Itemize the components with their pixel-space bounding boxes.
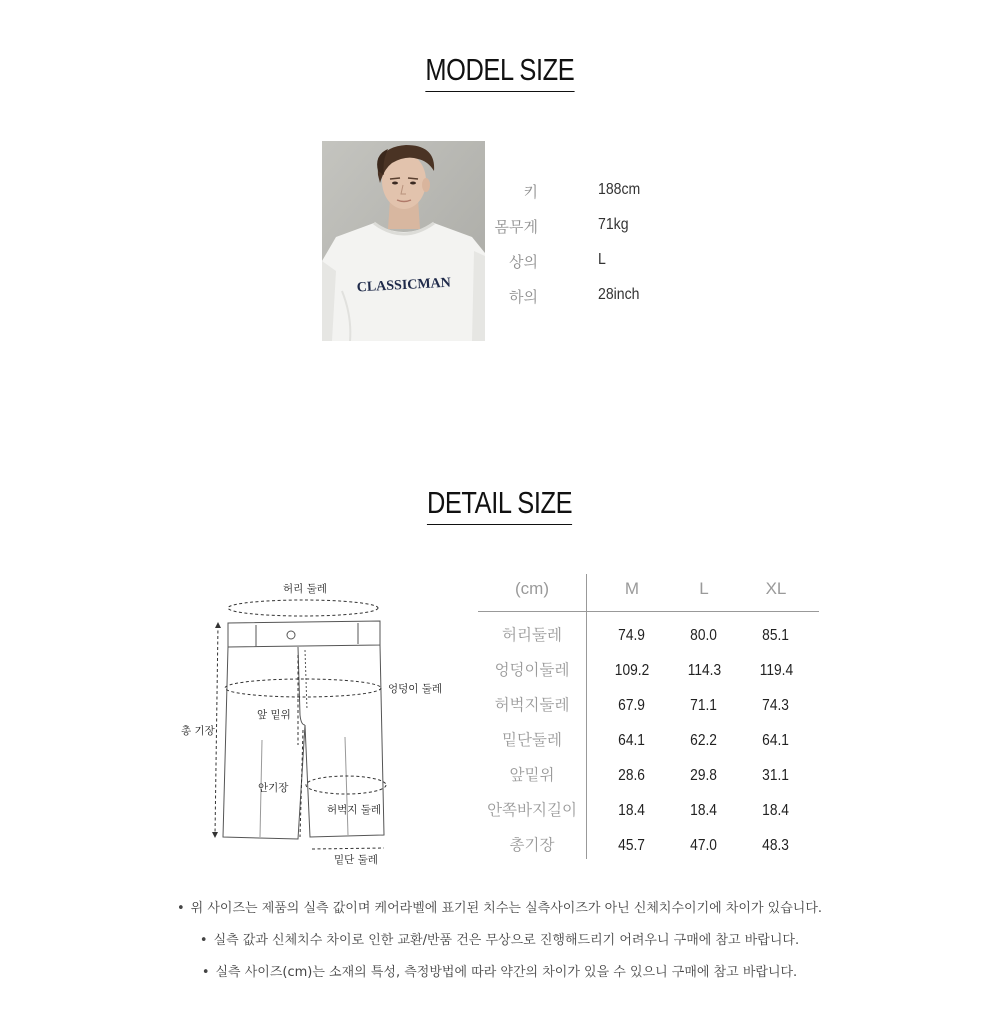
note-line — [0, 961, 999, 980]
model-info-value: L — [598, 251, 606, 268]
size-table-row — [478, 793, 819, 828]
size-table — [478, 574, 819, 863]
shirt-print-text: CLASSICMAN — [356, 275, 452, 296]
measurement-value-text: 18.4 — [618, 802, 646, 819]
measurement-value-text: 18.4 — [690, 802, 718, 819]
measurement-value — [596, 618, 668, 653]
measurement-value — [740, 758, 812, 793]
note-bullet: • — [201, 965, 210, 980]
detail-size-title-text: DETAIL SIZE — [427, 487, 572, 525]
model-info-label: 키 — [523, 183, 538, 201]
measurement-value — [596, 653, 668, 688]
size-header-l: L — [699, 579, 709, 598]
note-text: 실측 값과 신체치수 차이로 인한 교환/반품 건은 무상으로 진행해드리기 어려우니 구매에 참고 바랍니다. — [213, 933, 800, 948]
measurement-value-text: 62.2 — [690, 732, 718, 749]
size-table-row — [478, 688, 819, 723]
measurement-value-text: 31.1 — [762, 767, 790, 784]
measurement-label: 앞밑위 — [509, 766, 555, 784]
measurement-value-text: 67.9 — [618, 697, 646, 714]
model-info-label: 상의 — [509, 253, 538, 271]
measurement-value-text: 109.2 — [614, 662, 650, 679]
measurement-value-text: 48.3 — [762, 837, 790, 854]
measurement-value — [668, 618, 740, 653]
measurement-label: 안쪽바지길이 — [487, 801, 577, 819]
measurement-value-text: 28.6 — [618, 767, 646, 784]
model-info-row-height — [470, 181, 770, 211]
measurement-value-text: 64.1 — [618, 732, 646, 749]
size-table-row — [478, 828, 819, 863]
measurement-value — [740, 653, 812, 688]
measurement-value-text: 74.9 — [618, 627, 646, 644]
measurement-value-text: 18.4 — [762, 802, 790, 819]
hem-diagram-label: 밑단 둘레 — [334, 854, 378, 866]
size-table-row — [478, 723, 819, 758]
model-size-title-text: MODEL SIZE — [425, 54, 574, 92]
measurement-value — [596, 688, 668, 723]
measurement-value-text: 119.4 — [759, 662, 793, 679]
waist-diagram-label: 허리 둘레 — [283, 583, 327, 595]
measurement-value-text: 45.7 — [618, 837, 646, 854]
model-info-label: 몸무게 — [494, 218, 538, 236]
measurement-value-text: 47.0 — [690, 837, 718, 854]
measurement-value-text: 64.1 — [762, 732, 790, 749]
measurement-value — [668, 688, 740, 723]
model-info-value: 71kg — [598, 216, 629, 233]
measurement-value-text: 85.1 — [762, 627, 790, 644]
total-length-diagram-label: 총 기장 — [181, 725, 215, 737]
measurement-value-text: 80.0 — [690, 627, 718, 644]
size-table-row — [478, 758, 819, 793]
measurement-value — [596, 828, 668, 863]
measurement-value — [668, 793, 740, 828]
measurement-value-text: 74.3 — [762, 697, 790, 714]
note-line — [0, 897, 999, 916]
front-rise-diagram-label: 앞 밑위 — [257, 709, 291, 721]
model-info-row-bottom — [470, 286, 770, 316]
model-info-value: 28inch — [598, 286, 640, 303]
measurement-value — [740, 828, 812, 863]
measurement-label: 엉덩이둘레 — [494, 661, 570, 679]
note-text: 위 사이즈는 제품의 실측 값이며 케어라벨에 표기된 치수는 실측사이즈가 아닌 신체치수이기에 차이가 있습니다. — [190, 901, 823, 916]
model-photo — [322, 141, 485, 341]
model-info-row-weight — [470, 216, 770, 246]
measurement-value — [668, 758, 740, 793]
size-table-body — [478, 618, 819, 863]
note-bullet: • — [176, 901, 185, 916]
detail-size-title — [0, 487, 999, 525]
model-info-label: 하의 — [509, 288, 538, 306]
note-line — [0, 929, 999, 948]
note-bullet: • — [199, 933, 208, 948]
measurement-value — [596, 758, 668, 793]
measurement-value — [740, 723, 812, 758]
measurement-value-text: 114.3 — [687, 662, 721, 679]
measurement-value — [596, 723, 668, 758]
size-table-header — [478, 574, 819, 612]
hip-diagram-label: 엉덩이 둘레 — [388, 683, 443, 695]
model-size-title — [0, 54, 999, 92]
inseam-diagram-label: 안기장 — [258, 782, 289, 794]
size-table-row — [478, 653, 819, 688]
size-table-row — [478, 618, 819, 653]
shorts-diagram-svg — [170, 575, 460, 875]
model-photo-illustration — [322, 141, 485, 341]
unit-header: (cm) — [515, 579, 549, 598]
measurement-label: 허벅지둘레 — [494, 696, 570, 714]
measurement-value — [668, 653, 740, 688]
measurement-label: 총기장 — [509, 836, 555, 854]
size-header-xl: XL — [765, 579, 787, 598]
note-text: 실측 사이즈(cm)는 소재의 특성, 측정방법에 따라 약간의 차이가 있을 수 있으니 구매에 참고 바랍니다. — [215, 965, 798, 980]
measurement-value-text: 29.8 — [690, 767, 718, 784]
measurement-value — [740, 793, 812, 828]
measurement-label: 밑단둘레 — [502, 731, 562, 749]
thigh-diagram-label: 허벅지 둘레 — [327, 804, 382, 816]
measurement-value — [668, 723, 740, 758]
measurement-value — [740, 618, 812, 653]
model-info-value: 188cm — [598, 181, 641, 198]
shorts-measurement-diagram — [170, 575, 460, 875]
measurement-value — [596, 793, 668, 828]
measurement-label: 허리둘레 — [502, 626, 562, 644]
measurement-value — [740, 688, 812, 723]
measurement-value — [668, 828, 740, 863]
model-info-row-top — [470, 251, 770, 281]
measurement-value-text: 71.1 — [690, 697, 718, 714]
size-header-m: M — [624, 579, 640, 598]
